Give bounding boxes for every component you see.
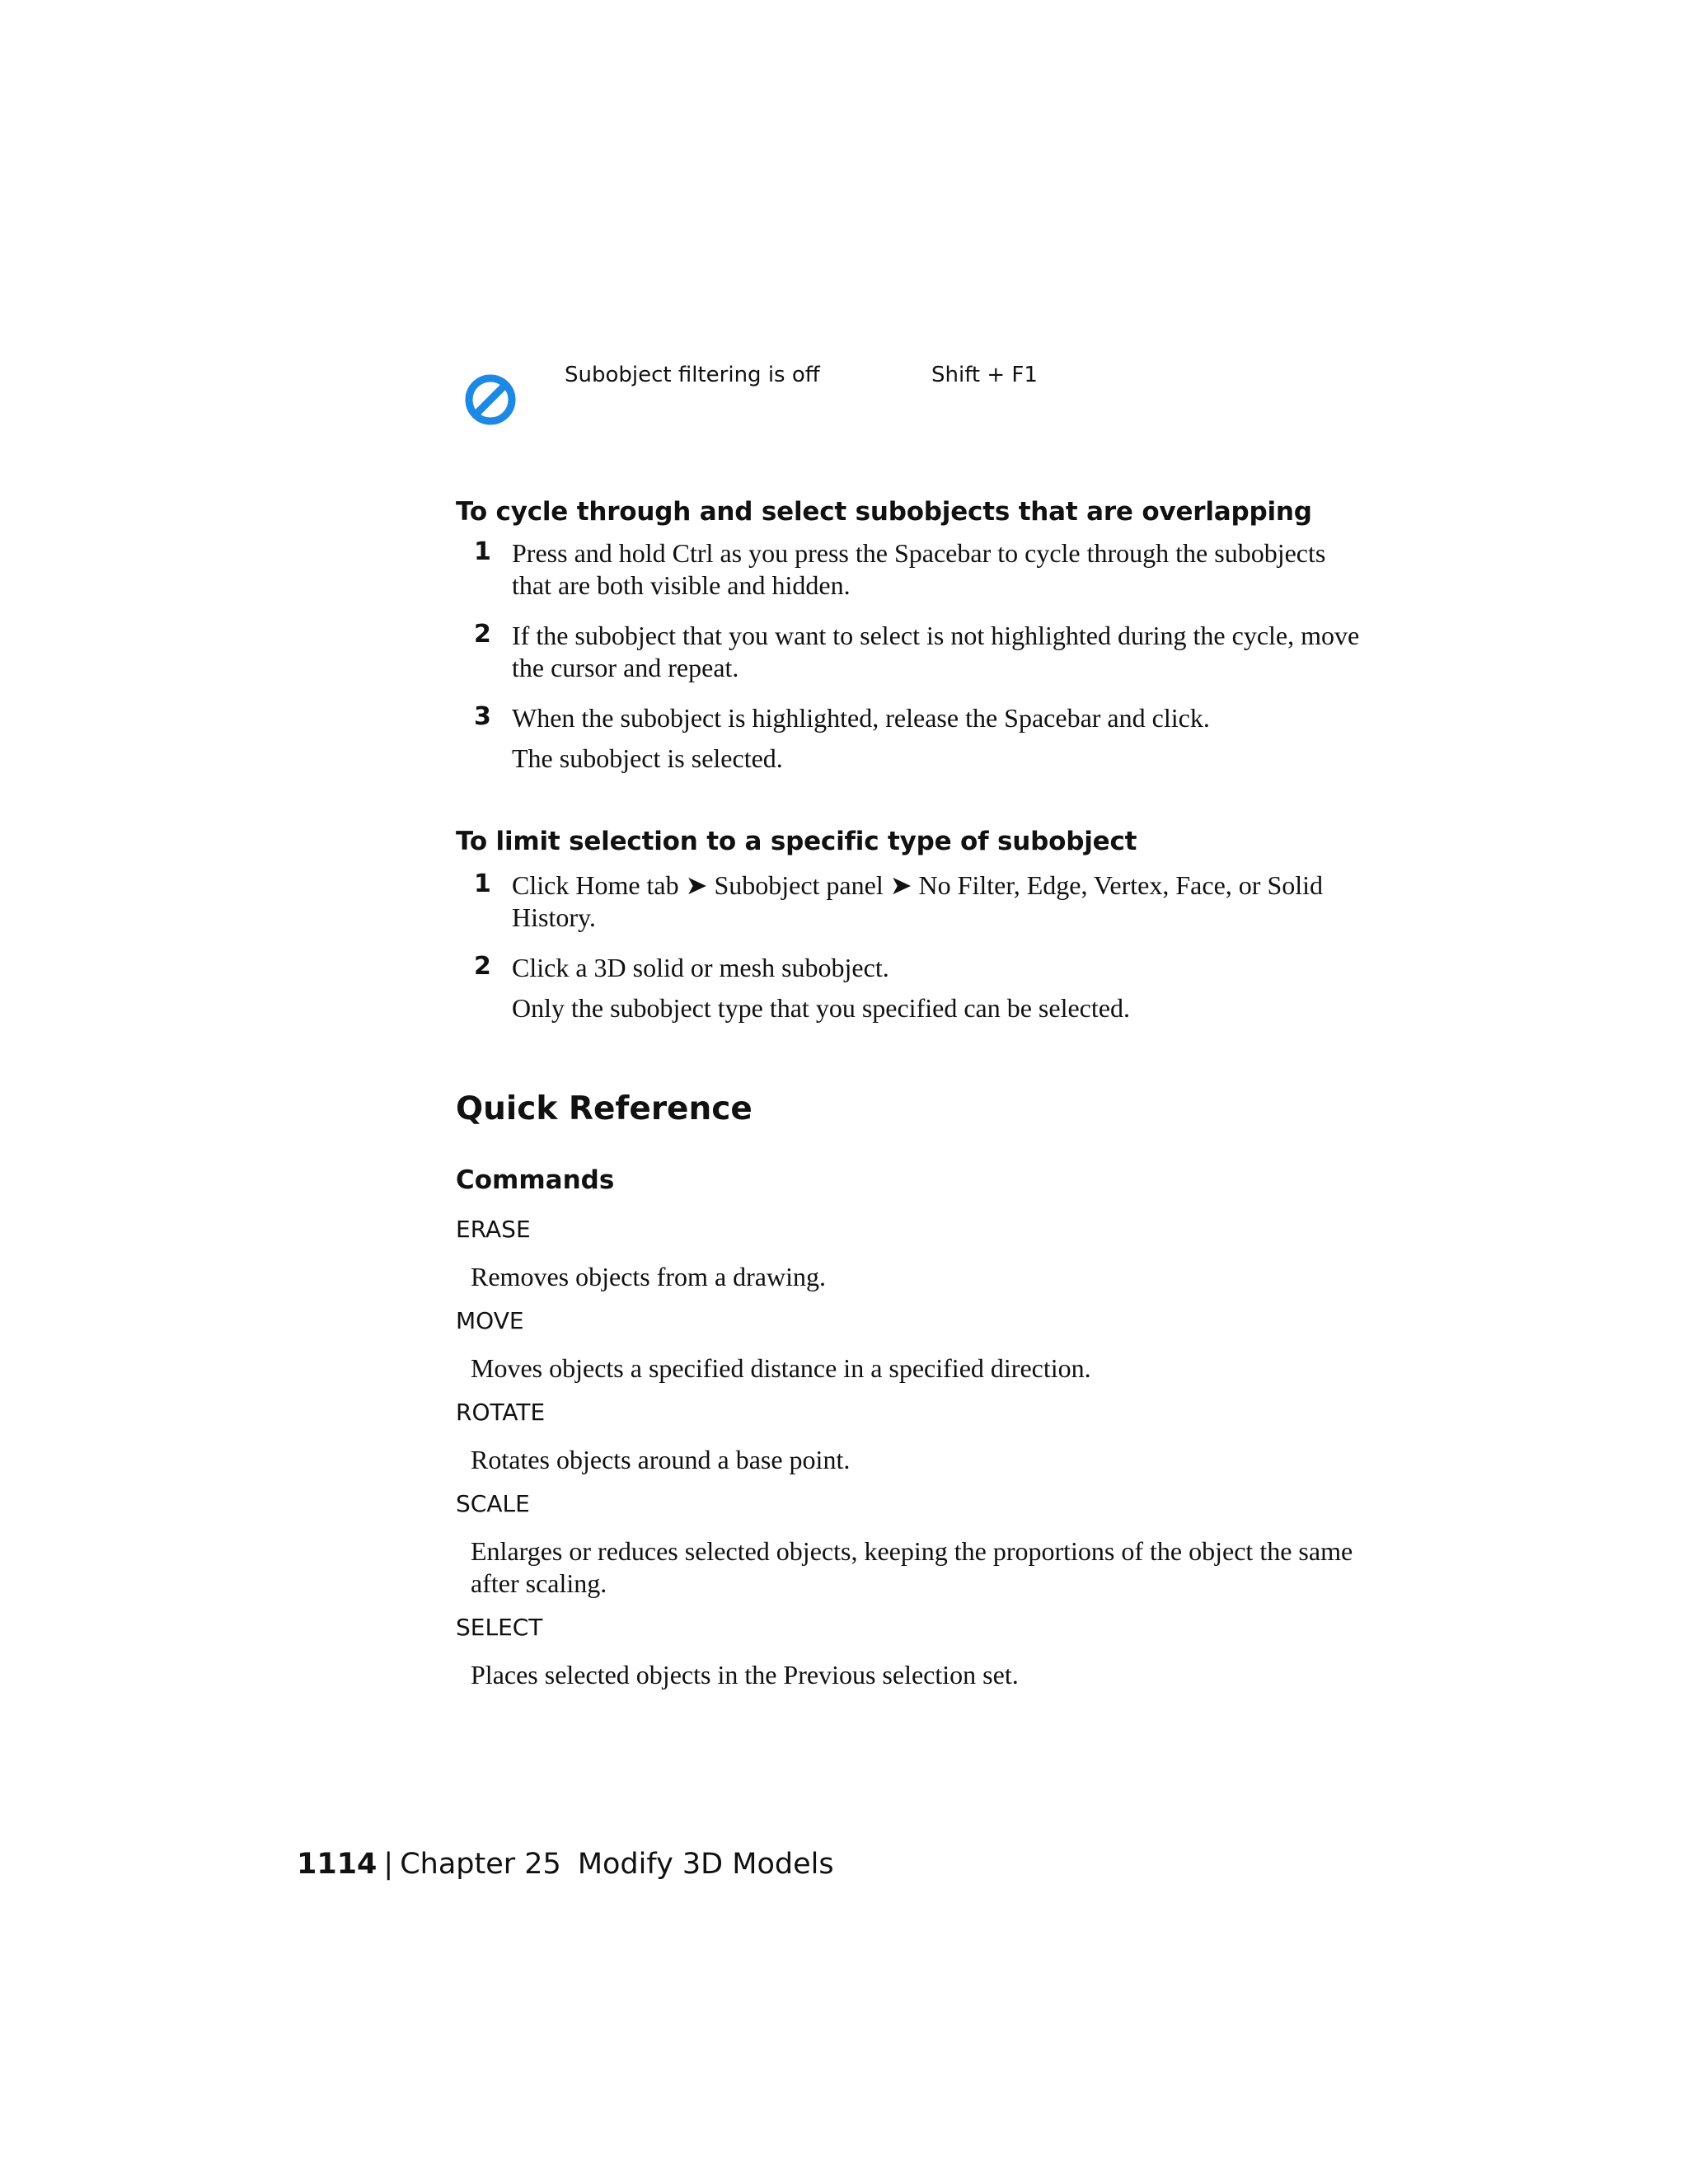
command-entry-move (456, 1306, 1379, 1385)
step-text: Click a 3D solid or mesh subobject. (512, 953, 889, 982)
command-description: Enlarges or reduces selected objects, keeping the proportions of the object the same after scaling. (471, 1536, 1353, 1598)
step-item (456, 869, 1362, 934)
command-entry-erase (456, 1215, 1379, 1293)
step-text: When the subobject is highlighted, release the Spacebar and click. (512, 703, 1210, 733)
procedure-limit-selection (456, 827, 1362, 1024)
command-name[interactable]: ERASE (456, 1216, 531, 1243)
filter-shortcut: Shift + F1 (931, 363, 1038, 387)
step-item (456, 620, 1362, 684)
step-list (456, 537, 1362, 775)
step-number: 2 (474, 952, 491, 981)
quick-reference-heading: Quick Reference (456, 1090, 753, 1127)
command-description: Rotates objects around a base point. (471, 1445, 851, 1474)
step-item (456, 537, 1362, 602)
step-text: Click Home tab ➤ Subobject panel ➤ No Filter, Edge, Vertex, Face, or Solid History. (512, 870, 1324, 932)
command-name[interactable]: SCALE (456, 1490, 530, 1517)
page-footer (297, 1848, 834, 1881)
no-filter-icon (462, 371, 519, 429)
commands-heading: Commands (456, 1165, 615, 1195)
procedure-title: To cycle through and select subobjects that are overlapping (456, 497, 1312, 527)
step-number: 2 (474, 620, 491, 649)
filter-description: Subobject filtering is off (565, 363, 820, 387)
command-name[interactable]: ROTATE (456, 1399, 546, 1426)
procedure-cycle-subobjects (456, 497, 1362, 775)
command-entry-scale (456, 1489, 1379, 1600)
chapter-label: Chapter 25 (400, 1848, 561, 1881)
command-description: Moves objects a specified distance in a specified direction. (471, 1353, 1091, 1383)
page-number: 1114 (297, 1848, 377, 1881)
command-name[interactable]: MOVE (456, 1307, 524, 1334)
step-text: Press and hold Ctrl as you press the Spacebar to cycle through the subobjects that are both visible and hidden. (512, 538, 1326, 600)
step-list (456, 869, 1362, 1024)
procedure-title: To limit selection to a specific type of subobject (456, 827, 1137, 856)
step-result: The subobject is selected. (512, 743, 783, 773)
step-number: 1 (474, 537, 491, 566)
step-number: 3 (474, 702, 491, 731)
subobject-filter-row (462, 363, 1368, 429)
command-entry-rotate (456, 1398, 1379, 1476)
command-description: Removes objects from a drawing. (471, 1262, 826, 1291)
step-result: Only the subobject type that you specified can be selected. (512, 993, 1130, 1023)
step-item (456, 952, 1362, 1024)
footer-separator: | (383, 1848, 394, 1881)
step-number: 1 (474, 869, 491, 898)
step-text: If the subobject that you want to select is not highlighted during the cycle, move the cursor and repeat. (512, 621, 1360, 682)
command-name[interactable]: SELECT (456, 1614, 543, 1641)
step-item (456, 702, 1362, 775)
command-list (456, 1215, 1379, 1704)
command-entry-select (456, 1613, 1379, 1691)
chapter-title: Modify 3D Models (577, 1848, 834, 1881)
command-description: Places selected objects in the Previous selection set. (471, 1660, 1019, 1690)
